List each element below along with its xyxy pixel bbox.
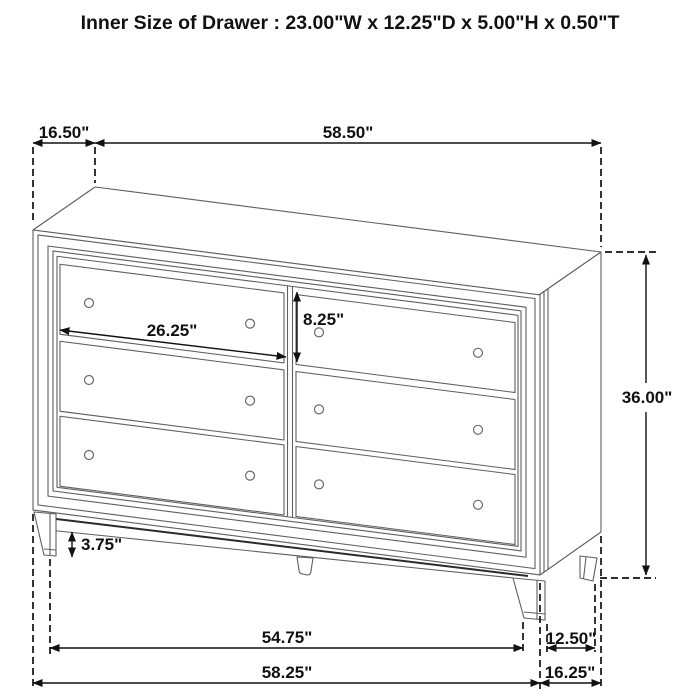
label-drawer-height: 8.25" xyxy=(303,310,345,329)
label-overall-height: 36.00" xyxy=(621,388,673,407)
label-leg-height: 3.75" xyxy=(81,535,123,554)
page-title: Inner Size of Drawer : 23.00"W x 12.25"D x 5.00"H x 0.50"T xyxy=(80,12,620,34)
label-top-width: 58.50" xyxy=(322,123,374,142)
back-right-leg xyxy=(580,556,597,581)
label-base-width: 58.25" xyxy=(261,663,313,682)
label-drawer-width: 26.25" xyxy=(146,321,198,340)
center-leg xyxy=(297,557,313,575)
label-base-depth: 16.25" xyxy=(544,663,596,682)
label-front-leg-span: 54.75" xyxy=(261,628,313,647)
label-side-leg-span: 12.50" xyxy=(545,629,597,648)
dresser-drawing xyxy=(33,187,601,620)
label-top-depth: 16.50" xyxy=(38,123,90,142)
